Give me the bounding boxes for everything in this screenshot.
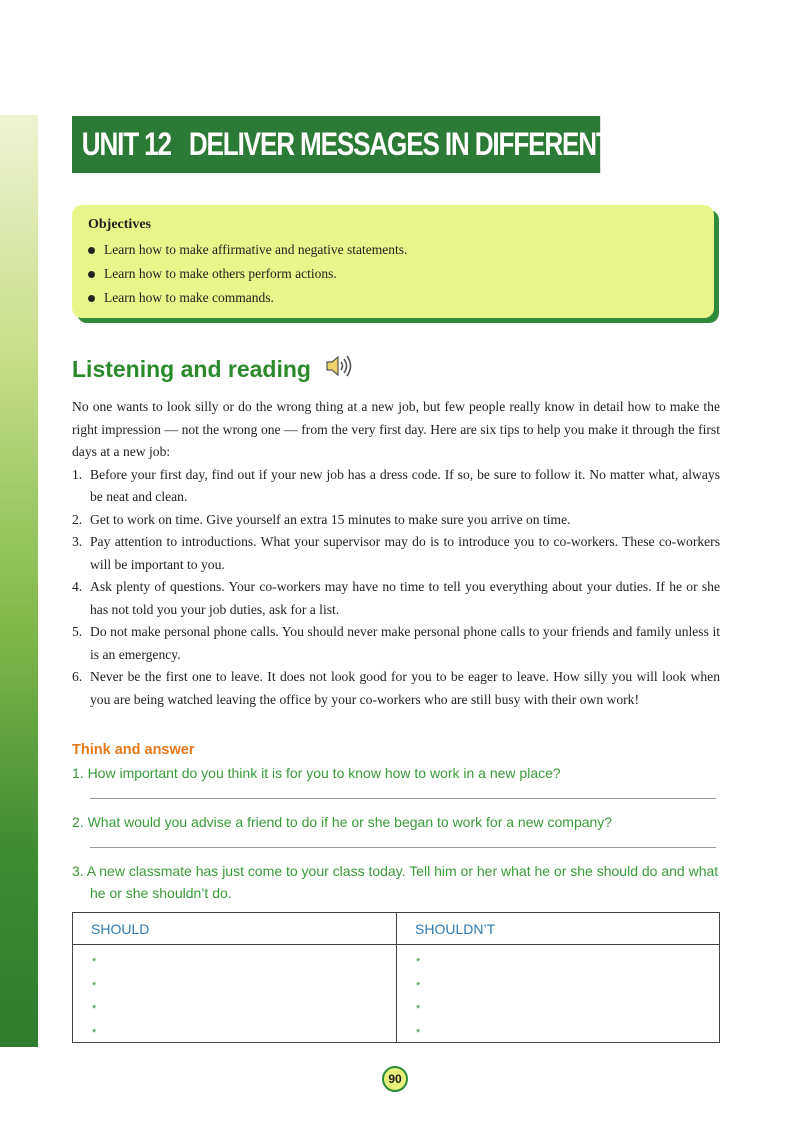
question-3: 3. A new classmate has just come to your class today. Tell him or her what he or she should do and what he or she shouldn’t do. (72, 863, 719, 901)
bullet-icon (88, 247, 95, 254)
table-header (73, 913, 719, 945)
header-should: SHOULD (91, 921, 150, 937)
list-item: * (92, 1026, 97, 1039)
bullet-icon (88, 271, 95, 278)
list-item: * (92, 979, 97, 992)
answer-line-2[interactable] (90, 833, 716, 848)
think-and-answer (72, 742, 720, 904)
tip-item: 1. Before your first day, find out if your new job has a dress code. If so, be sure to follow it. No matter what, always be neat and clean. (72, 466, 720, 504)
tip-item: 4. Ask plenty of questions. Your co-workers may have no time to tell you everything about your duties. If he or she has not told you your job duties, ask for a list. (72, 579, 720, 617)
section-title: Listening and reading (72, 354, 353, 384)
list-item: * (416, 1026, 421, 1039)
unit-title: DELIVER MESSAGES IN DIFFERENT WAYS (II) (188, 126, 721, 162)
list-item: * (92, 956, 97, 968)
speaker-icon[interactable] (325, 354, 353, 384)
reading-intro: No one wants to look silly or do the wrong thing at a new job, but few people really know in detail how to make the right impression — not the wrong one — from the very first day. Here are six tips to help you make it through the first days at a new job: (72, 399, 720, 459)
should-column[interactable] (73, 945, 396, 1043)
tip-item: 3. Pay attention to introductions. What your supervisor may do is to introduce you to co-workers. These co-workers will be important to you. (72, 534, 720, 572)
objective-item: Learn how to make commands. (88, 286, 698, 310)
list-item: * (416, 979, 421, 992)
table-body (73, 945, 719, 1043)
tip-item: 6. Never be the first one to leave. It does not look good for you to be eager to leave. How silly you will look when you are being watched leaving the office by your co-workers who are still busy with their own work! (72, 669, 720, 707)
objectives-box (72, 205, 714, 318)
answer-line-1[interactable] (90, 784, 716, 799)
objectives-title: Objectives (88, 217, 151, 232)
tips-list (72, 464, 720, 712)
objective-item: Learn how to make others perform actions. (88, 262, 698, 286)
should-table (72, 912, 720, 1043)
sidebar-decoration (0, 115, 38, 1047)
objective-item: Learn how to make affirmative and negative statements. (88, 238, 698, 262)
tip-item: 5. Do not make personal phone calls. You should never make personal phone calls to your friends and family unless it is an emergency. (72, 624, 720, 662)
list-item: * (416, 1003, 421, 1015)
header-shouldnt: SHOULDN’T (396, 913, 719, 944)
unit-number: UNIT 12 (81, 126, 171, 162)
shouldnt-column[interactable] (396, 945, 719, 1043)
unit-banner (72, 116, 721, 173)
question-1: 1. How important do you think it is for you to know how to work in a new place? (72, 765, 561, 781)
think-title: Think and answer (72, 742, 195, 758)
list-item: * (416, 956, 421, 968)
reading-passage (72, 396, 720, 711)
tip-item: 2. Get to work on time. Give yourself an extra 15 minutes to make sure you arrive on time. (72, 511, 571, 527)
page-number: 90 (382, 1066, 408, 1092)
bullet-icon (88, 295, 95, 302)
question-2: 2. What would you advise a friend to do if he or she began to work for a new company? (72, 814, 613, 830)
list-item: * (92, 1003, 97, 1015)
